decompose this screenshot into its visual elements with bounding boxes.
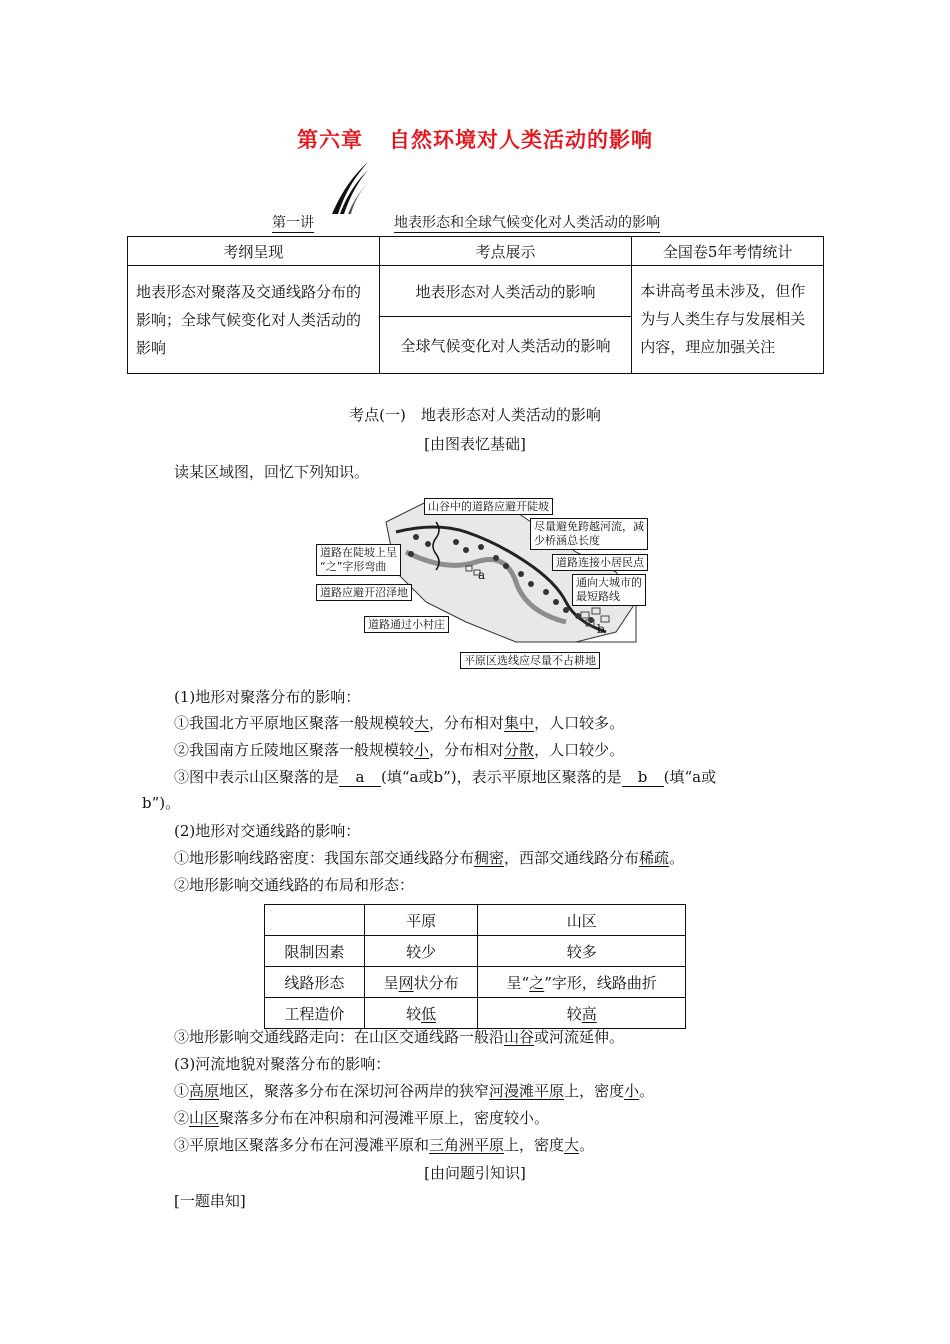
text: ③地形影响交通线路走向：在山区交通线路一般沿 (174, 1028, 505, 1046)
p2-item-3 (174, 1026, 624, 1047)
answer: 大 (414, 714, 430, 732)
p2-item-2: ②地形影响交通线路的布局和形态： (174, 876, 415, 894)
section-heading: 考点(一) 地表形态对人类活动的影响 (349, 406, 601, 424)
p2-heading: (2)地形对交通线路的影响： (174, 822, 361, 840)
text: (填“a或b”)，表示平原地区聚落的是 (381, 768, 622, 786)
answer: 高原 (189, 1082, 220, 1100)
p3-item-1 (174, 1080, 654, 1101)
exam-point-cell: 地表形态对人类活动的影响 (379, 266, 632, 317)
map-label (530, 518, 648, 550)
answer: 大 (564, 1136, 580, 1154)
map-label: 道路连接小居民点 (552, 554, 648, 571)
text: 呈“ (506, 973, 530, 992)
answer: 山谷 (504, 1028, 535, 1046)
answer: 之 (529, 973, 545, 992)
map-label: 山谷中的道路应避开陡坡 (424, 498, 553, 515)
table-row (265, 998, 686, 1029)
p1-item-2 (174, 739, 624, 760)
table-cell: 平原 (364, 905, 478, 936)
text: ② (174, 1109, 190, 1127)
map-label: 道路应避开沼泽地 (316, 584, 412, 601)
text: ，分布相对 (429, 741, 505, 759)
text: ，分布相对 (429, 714, 505, 732)
table-cell (364, 967, 478, 998)
table-row (265, 905, 686, 936)
answer: 山区 (189, 1109, 220, 1127)
answer: 低 (421, 1004, 437, 1023)
map-label-line: 尽量避免跨越河流，减 (534, 520, 644, 533)
lecture-title: 地表形态和全球气候变化对人类活动的影响 (394, 212, 660, 233)
overview-header-row (128, 237, 824, 266)
region-map-diagram (316, 492, 666, 674)
table-cell (478, 967, 686, 998)
text: ”字形，线路曲折 (544, 973, 657, 992)
lecture-label: 第一讲 (272, 212, 314, 233)
overview-header-cell: 全国卷5年考情统计 (632, 237, 824, 266)
table-cell: 工程造价 (265, 998, 365, 1029)
p1-item-1 (174, 712, 624, 733)
table-cell: 限制因素 (265, 936, 365, 967)
table-cell (478, 998, 686, 1029)
text: 聚落多分布在冲积扇和河漫滩平原上，密度较小。 (219, 1109, 550, 1127)
p1-item-3 (174, 766, 716, 787)
overview-header-cell: 考点展示 (379, 237, 632, 266)
text: ②我国南方丘陵地区聚落一般规模较 (174, 741, 415, 759)
text: 地区，聚落多分布在深切河谷两岸的狭窄 (219, 1082, 490, 1100)
p1-item-3-cont: b”)。 (142, 794, 181, 812)
table-cell: 较少 (364, 936, 478, 967)
answer-blank: b (622, 768, 664, 787)
answer: 稀疏 (639, 849, 670, 867)
table-cell (364, 998, 478, 1029)
text: (填“a或 (663, 768, 717, 786)
section-subheading: [由问题引知识] (424, 1164, 526, 1182)
text: ，人口较多。 (534, 714, 625, 732)
text: ③图中表示山区聚落的是 (174, 768, 340, 786)
map-label: 平原区选线应尽量不占耕地 (460, 652, 600, 669)
p1-heading: (1)地形对聚落分布的影响： (174, 688, 361, 706)
answer: 稠密 (474, 849, 505, 867)
answer-blank: a (339, 768, 381, 787)
text: 较 (566, 1004, 582, 1023)
map-label (316, 544, 401, 576)
map-label-line: 少桥涵总长度 (534, 534, 600, 547)
text: 呈 (383, 973, 399, 992)
text: 较 (406, 1004, 422, 1023)
map-label: 道路通过小村庄 (364, 616, 449, 633)
text: ，西部交通线路分布 (504, 849, 640, 867)
text: ①地形影响线路密度：我国东部交通线路分布 (174, 849, 475, 867)
answer: 分散 (504, 741, 535, 759)
table-row (265, 967, 686, 998)
text: 。 (579, 1136, 595, 1154)
settlement-b-marker: b (597, 622, 605, 636)
overview-table (127, 236, 824, 374)
section-subheading: [一题串知] (174, 1192, 246, 1210)
table-cell: 较多 (478, 936, 686, 967)
answer: 三角洲平原 (429, 1136, 505, 1154)
table-cell: 山区 (478, 905, 686, 936)
chapter-number: 第六章 (297, 128, 363, 152)
answer: 小 (414, 741, 430, 759)
table-cell: 线路形态 (265, 967, 365, 998)
answer: 高 (581, 1004, 597, 1023)
swoosh-decoration-icon (330, 160, 370, 216)
answer: 河漫滩平原 (489, 1082, 565, 1100)
exam-point-cell: 全球气候变化对人类活动的影响 (379, 317, 632, 374)
map-label-line: 最短路线 (576, 590, 620, 603)
table-row (265, 936, 686, 967)
section-subheading: [由图表忆基础] (424, 435, 526, 453)
text: ① (174, 1082, 190, 1100)
p2-item-1 (174, 847, 684, 868)
chapter-name: 自然环境对人类活动的影响 (389, 128, 653, 152)
overview-header-cell: 考纲呈现 (128, 237, 380, 266)
text: ③平原地区聚落多分布在河漫滩平原和 (174, 1136, 430, 1154)
terrain-comparison-table (264, 904, 686, 1029)
p3-item-2 (174, 1107, 549, 1128)
answer: 小 (624, 1082, 640, 1100)
text: ，人口较少。 (534, 741, 625, 759)
table-cell (265, 905, 365, 936)
text: 状分布 (413, 973, 459, 992)
text: 上，密度 (564, 1082, 625, 1100)
map-label-line: 通向大城市的 (576, 576, 642, 589)
text: 或河流延伸。 (534, 1028, 625, 1046)
chapter-title (0, 124, 950, 154)
answer: 网 (398, 973, 414, 992)
syllabus-cell: 地表形态对聚落及交通线路分布的影响；全球气候变化对人类活动的影响 (128, 266, 380, 374)
stats-cell: 本讲高考虽未涉及，但作为与人类生存与发展相关内容，理应加强关注 (632, 266, 824, 374)
p3-item-3 (174, 1134, 594, 1155)
intro-text: 读某区域图，回忆下列知识。 (174, 463, 370, 481)
map-label-line: 道路在陡坡上呈 (320, 546, 397, 559)
map-label (572, 574, 646, 606)
text: 。 (669, 849, 685, 867)
text: 。 (639, 1082, 655, 1100)
p3-heading: (3)河流地貌对聚落分布的影响： (174, 1055, 391, 1073)
answer: 集中 (504, 714, 535, 732)
map-label-line: “之”字形弯曲 (320, 560, 387, 573)
text: 上，密度 (504, 1136, 565, 1154)
text: ①我国北方平原地区聚落一般规模较 (174, 714, 415, 732)
settlement-a-marker: a (478, 568, 486, 582)
